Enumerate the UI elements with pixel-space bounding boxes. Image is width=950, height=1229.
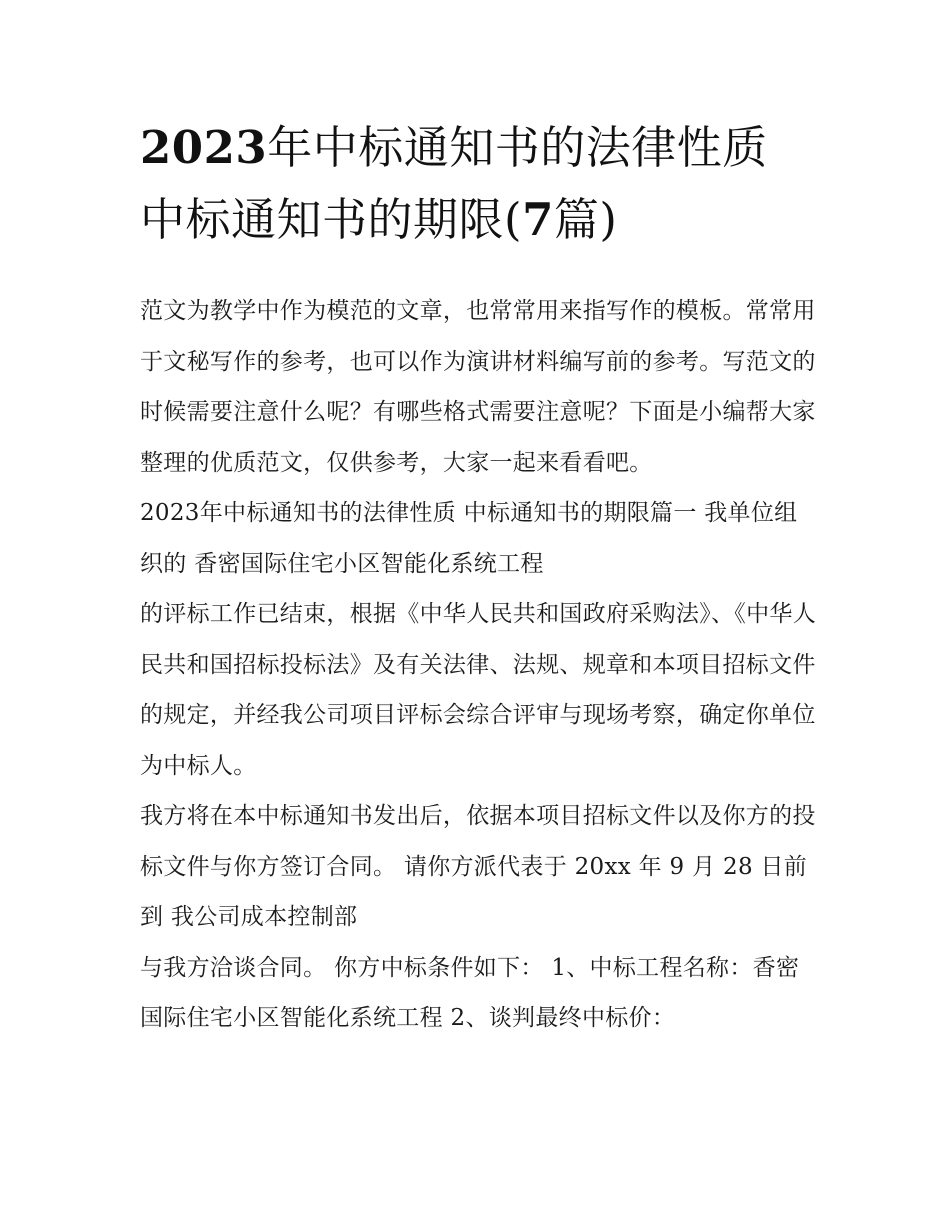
paragraph-notice-heading: 2023年中标通知书的法律性质 中标通知书的期限篇一 我单位组织的 香密国际住宅小区智能化系统工程 <box>140 500 798 577</box>
title-line1-text: 年中标通知书的法律性质 <box>267 121 768 174</box>
paragraph-conditions: 与我方洽谈合同。 你方中标条件如下： 1、中标工程名称：香密国际住宅小区智能化系统工程 2、谈判最终中标价： <box>140 954 800 1031</box>
paragraph-contract: 我方将在本中标通知书发出后，依据本项目招标文件以及你方的投标文件与你方签订合同。 请你方派代表于 20xx 年 9 月 28 日前到 我公司成本控制部 <box>140 803 816 930</box>
title-line2-end: 篇) <box>553 193 618 246</box>
title-line2-text: 中标通知书的期限( <box>140 193 523 246</box>
document-page <box>140 112 820 1044</box>
title-year: 2023 <box>140 121 268 174</box>
paragraph-intro: 范文为教学中作为模范的文章，也常常用来指写作的模板。常常用于文秘写作的参考，也可以作为演讲材料编写前的参考。写范文的时候需要注意什么呢？有哪些格式需要注意呢？下面是小编帮大家整理的优质范文，仅供参考，大家一起来看看吧。 <box>140 298 816 476</box>
paragraph-evaluation: 的评标工作已结束，根据《中华人民共和国政府采购法》、《中华人民共和国招标投标法》及有关法律、法规、规章和本项目招标文件的规定，并经我公司项目评标会综合评审与现场考察，确定你单位为中标人。 <box>140 601 816 779</box>
title-count: 7 <box>522 193 554 246</box>
document-title <box>140 112 820 256</box>
document-body <box>140 286 820 1044</box>
